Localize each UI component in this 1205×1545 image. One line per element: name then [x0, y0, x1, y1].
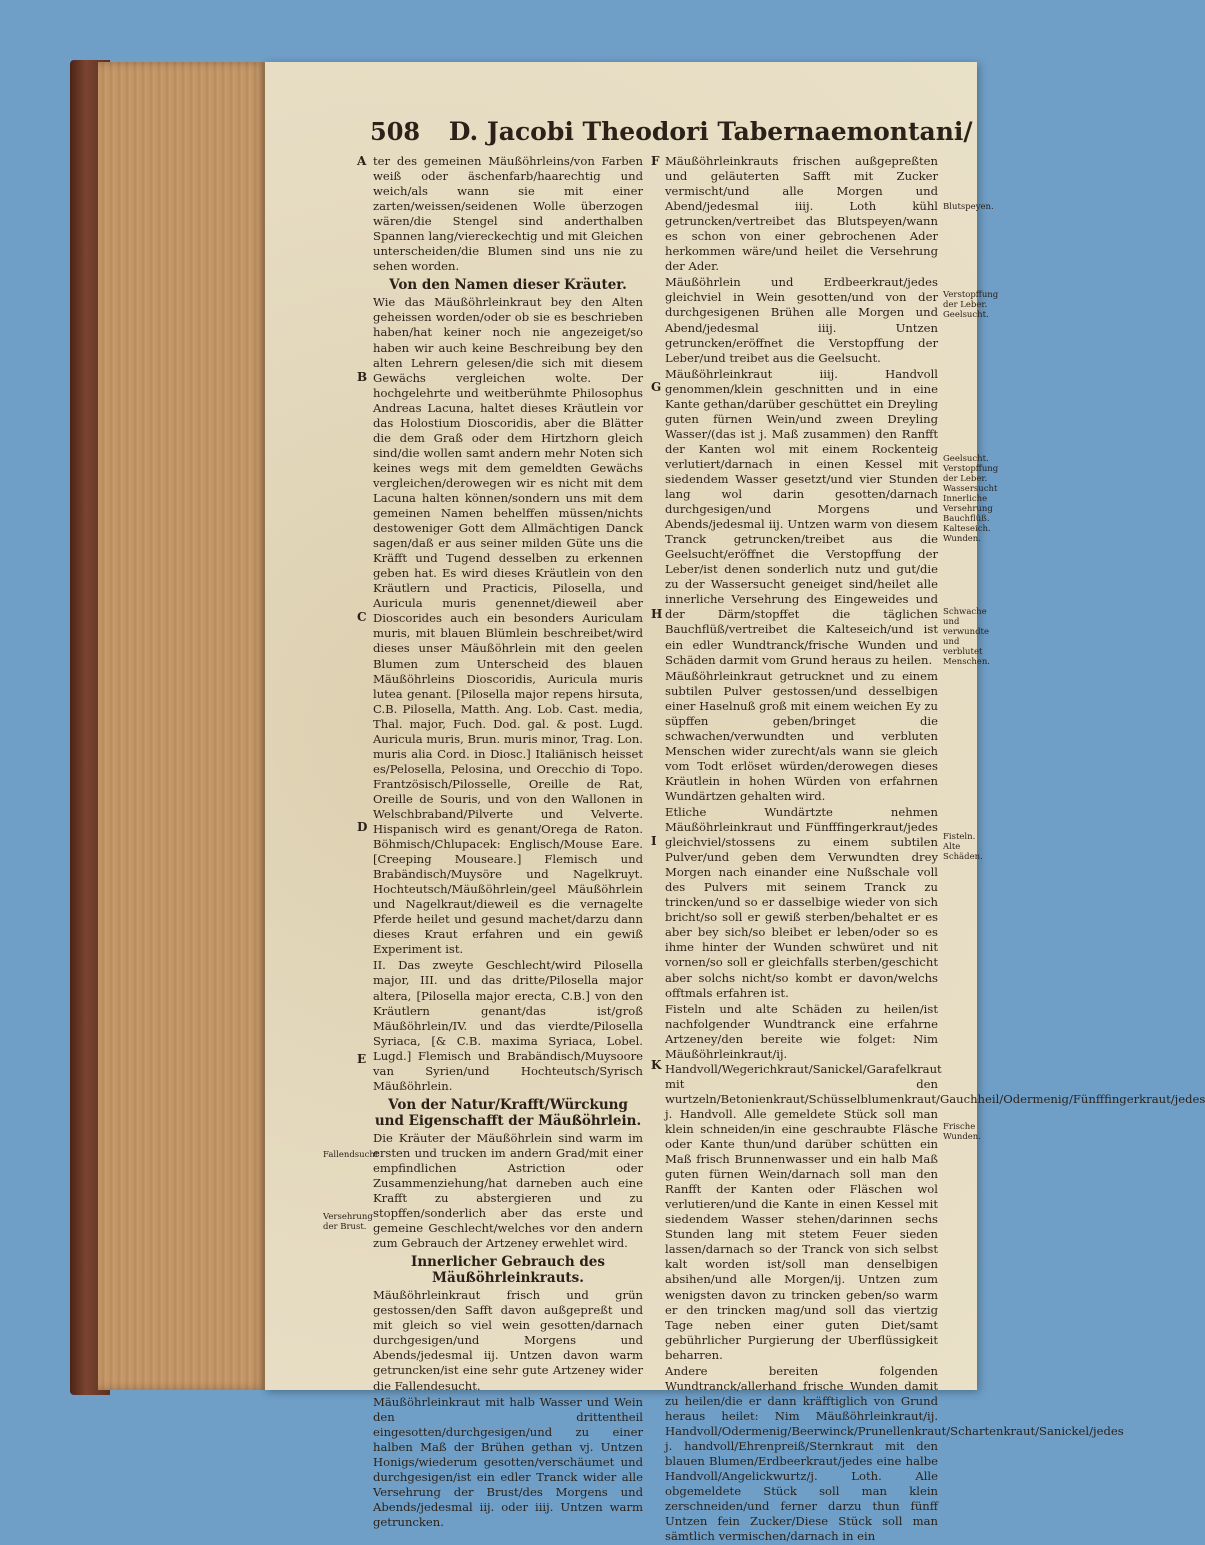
paragraph: II. Das zweyte Geschlecht/wird Pilosella major, III. und das dritte/Pilosella major altera, [Pilosella major erecta, C.B.] von den Kräutlern genant/das ist/groß Mäußöhrlein/IV. und das vierdte/Pilosella Syriaca, [& C.B. maxima Syriaca, Lobel. Lugd.] Flemisch und Brabändisch/Muysoore van Syrien/und Hochteutsch/Syrisch Mäußöhrlein. [373, 958, 643, 1093]
book-page [265, 62, 1205, 1544]
paragraph: Mäußöhrleinkraut mit halb Wasser und Wein den drittentheil eingesotten/durchgesigen/und zu einer halben Maß der Brühen gethan vj. Untzen Honigs/wiederum gesotten/verschäumet und durchgesigen/ist ein edler Tranck wider alle Versehrung der Brust/des Morgens und Abends/jedesmal iij. oder iiij. Untzen warm getruncken. [373, 1394, 643, 1529]
page-edges [98, 62, 268, 1390]
section-marker-f: F [651, 154, 660, 168]
section-marker-k: K [651, 1058, 662, 1072]
page-number: 508 [370, 117, 421, 146]
section-marker-b: B [357, 370, 368, 384]
paragraph: ter des gemeinen Mäußöhrleins/von Farben weiß oder äschenfarb/haarechtig und weich/als wann sie mit einer zarten/weissen/seidenen Wolle überzogen wären/die Stengel sind anderthalben Spannen lang/viereckechtig und mit Gleichen unterscheiden/die Blumen sind uns nie zu sehen worden. [373, 154, 643, 274]
section-marker-g: G [651, 380, 662, 394]
paragraph: Mäußöhrleinkrauts frischen außgepreßten und geläuterten Safft mit Zucker vermischt/und alle Morgen und Abend/jedesmal iiij. Loth kühl getruncken/vertreibet das Blutspeyen/wann es schon von einer gebrochenen Ader herkommen wäre/und heilet die Versehrung der Ader. [665, 154, 938, 274]
running-title: D. Jacobi Theodori Tabernaemontani/ [448, 117, 973, 146]
left-text-column [373, 154, 643, 1531]
paragraph: Mäußöhrleinkraut frisch und grün gestossen/den Safft davon außgepreßt und mit gleich so viel wein gesotten/darnach durchgesigen/und Morgens und Abends/jedesmal iij. Untzen davon warm getruncken/ist eine sehr gute Artzeney wider die Fallendesucht. [373, 1288, 643, 1393]
section-marker-i: I [651, 834, 657, 848]
margin-note: Geelsucht. Verstopffung der Leber. Wassersucht Innerliche Versehrung Bauchflüß. Kalteseich. Wunden. [943, 454, 999, 544]
section-marker-a: A [357, 154, 367, 168]
margin-note: Verstopffung der Leber. Geelsucht. [943, 290, 999, 320]
section-marker-e: E [357, 1052, 367, 1066]
page-header [370, 117, 973, 146]
margin-note: Schwache und verwundte und verblutet Menschen. [943, 607, 991, 667]
paragraph: Fisteln und alte Schäden zu heilen/ist nachfolgender Wundtranck eine erfahrne Artzeney/den bereite wie folget: Nim Mäußöhrleinkraut/ij. Handvoll/Wegerichkraut/Sanickel/Garafelkraut mit den wurtzeln/Betonienkraut/Schüsselblumenkraut/Gauchheil/Odermenig/Fünfffingerkraut/jedes j. Handvoll. Alle gemeldete Stück soll man klein schneiden/in eine geschraubte Fläsche oder Kante thun/und darüber schütten ein Maß frisch Brunnenwasser und ein halb Maß guten fürnen Wein/darnach soll man den Ranfft der Kanten oder Fläschen wol verlutieren/und die Kante in einen Kessel mit siedendem Wasser stehen/darinnen sechs Stunden lang mit stetem Feuer sieden lassen/darnach so der Tranck von sich selbst kalt worden ist/soll man denselbigen absihen/und alle Morgen/ij. Untzen zum wenigsten davon zu trincken geben/so warm er den trincken mag/und soll das viertzig Tage neben einer guten Diet/samt gebührlicher Purgierung der Uberflüssigkeit beharren. [665, 1001, 1205, 1362]
margin-note: Blutspeyen. [943, 202, 994, 212]
paragraph: Mäußöhrleinkraut iiij. Handvoll genommen/klein geschnitten und in eine Kante gethan/darüber geschüttet ein Dreyling guten fürnen Wein/und zween Dreyling Wasser/(das ist j. Maß zusammen) den Ranfft der Kanten wol mit einem Rockenteig verlutiert/darnach in einen Kessel mit siedendem Wasser gesetzt/und vier Stunden lang wol darin gesotten/darnach durchgesigen/und Morgens und Abends/jedesmal iij. Untzen warm von diesem Tranck getruncken/treibet aus die Geelsucht/eröffnet die Verstopffung der Leber/ist denen sonderlich nutz und gut/die zu der Wassersucht geneiget sind/heilet alle innerliche Versehrung des Eingeweides und der Därm/stopffet die täglichen Bauchflüß/vertreibet die Kalteseich/und ist ein edler Wundtranck/frische Wunden und Schäden darmit vom Grund heraus zu heilen. [665, 366, 938, 667]
paragraph: Mäußöhrlein und Erdbeerkraut/jedes gleichviel in Wein gesotten/und von der durchgesigenen Brühen alle Morgen und Abend/jedesmal iiij. Untzen getruncken/eröffnet die Verstopffung der Leber/und treibet aus die Geelsucht. [665, 275, 938, 365]
paragraph: Die Kräuter der Mäußöhrlein sind warm im ersten und trucken im andern Grad/mit einer empfindlichen Astriction oder Zusammenziehung/hat darneben auch eine Krafft zu abstergieren und zu stopffen/sonderlich aber das erste und gemeine Geschlecht/welches vor den andern zum Gebrauch der Artzeney erwehlet wird. [373, 1130, 643, 1251]
margin-note: Versehrung der Brust. [323, 1212, 373, 1232]
margin-note: Frische Wunden. [943, 1122, 981, 1142]
section-marker-d: D [357, 820, 368, 834]
section-heading: Von den Namen dieser Kräuter. [389, 277, 627, 294]
margin-note: Fisteln. Alte Schäden. [943, 832, 983, 862]
section-marker-c: C [357, 610, 367, 624]
paragraph: Etliche Wundärtzte nehmen Mäußöhrleinkraut und Fünfffingerkraut/jedes gleichviel/stossens zu einem subtilen Pulver/und geben dem Verwundten drey Morgen nach einander eine Nußschale voll des Pulvers mit seinem Tranck zu trincken/und so er dasselbige wieder von sich bricht/so soll er gewiß sterben/behaltet er es aber bey sich/so bleibet er leben/oder so es ihme hinter der Wunden schwüret und nit vornen/so soll er gleichfalls sterben/geschicht aber solchs nicht/so kombt er davon/welchs offtmals erfahren ist. [665, 805, 938, 1000]
paragraph: Andere bereiten folgenden Wundtranck/allerhand frische Wunden damit zu heilen/die er dann kräfftiglich von Grund heraus heilet: Nim Mäußöhrleinkraut/ij. Handvoll/Odermenig/Beerwinck/Prunellenkraut/Schartenkraut/Sanickel/jedes j. handvoll/Ehrenpreiß/Sternkraut mit den blauen Blumen/Erdbeerkraut/jedes eine halbe Handvoll/Angelickwurtz/j. Loth. Alle obgemeldete Stück soll man klein zerschneiden/und ferner darzu thun fünff Untzen fein Zucker/Diese Stück soll man sämtlich vermischen/darnach in ein [665, 1363, 1124, 1544]
margin-note: Fallendsucht [323, 1150, 379, 1160]
section-heading: Von der Natur/Krafft/Würckung und Eigenschafft der Mäußöhrlein. [374, 1096, 642, 1129]
section-heading: Innerlicher Gebrauch des Mäußöhrleinkrauts. [411, 1254, 605, 1287]
paragraph: Mäußöhrleinkraut getrucknet und zu einem subtilen Pulver gestossen/und desselbigen einer Haselnuß groß mit einem weichen Ey zu süpffen geben/bringet die schwachen/verwundten und verbluten Menschen wider zurecht/als wann sie gleich vom Todt erlöset würden/derowegen dieses Kräutlein in hohen Würden von erfahrnen Wundärtzen gehalten wird. [665, 668, 938, 803]
section-marker-h: H [651, 607, 663, 621]
paragraph: Wie das Mäußöhrleinkraut bey den Alten geheissen worden/oder ob sie es beschrieben haben/hat keiner noch nie angezeiget/so haben wir auch keine Beschreibung bey den alten Lehrern gelesen/die sich mit diesem Gewächs vergleichen wolte. Der hochgelehrte und weitberühmte Philosophus Andreas Lacuna, haltet dieses Kräutlein vor das Holostium Dioscoridis, aber die Blätter die dem Graß oder dem Hirtzhorn gleich sind/die wollen samt andern mehr Noten sich keines wegs mit dem gemeldten Gewächs vergleichen/derowegen wir es nicht mit dem Lacuna halten können/sondern uns mit dem gemeinen Namen behelffen müssen/nichts destoweniger Gott dem Allmächtigen Danck sagen/daß er aus seiner milden Güte uns die Kräfft und Tugend desselben zu erkennen geben hat. Es wird dieses Kräutlein von den Kräutlern und Practicis, Pilosella, und Auricula muris genennet/dieweil aber Dioscorides auch ein besonders Auriculam muris, mit blauen Blümlein beschreibet/wird dieses unser Mäußöhrlein mit den geelen Blumen zum Unterscheid des blauen Mäußöhrleins Dioscoridis, Auricula muris lutea genant. [Pilosella major repens hirsuta, C.B. Pilosella, Matth. Ang. Lob. Cast. media, Thal. major, Fuch. Dod. gal. & post. Lugd. Auricula muris, Brun. muris minor, Trag. Lon. muris alia Cord. in Diosc.] Italiänisch heisset es/Pelosella, Pelosina, und Orecchio di Topo. Frantzösisch/Pilosselle, Oreille de Rat, Oreille de Souris, und von den Wallonen in Welschbraband/Pilverte und Velverte. Hispanisch wird es genant/Orega de Raton. Böhmisch/Chlupacek: Englisch/Mouse Eare. [Creeping Mouseare.] Flemisch und Brabändisch/Muysöre und Nagelkruyt. Hochteutsch/Mäußöhrlein/geel Mäußöhrlein und Nagelkraut/dieweil es die vernagelte Pferde heilet und gesund machet/darzu dann dieses Kraut erfahren und ein gewiß Experiment ist. [373, 295, 643, 957]
